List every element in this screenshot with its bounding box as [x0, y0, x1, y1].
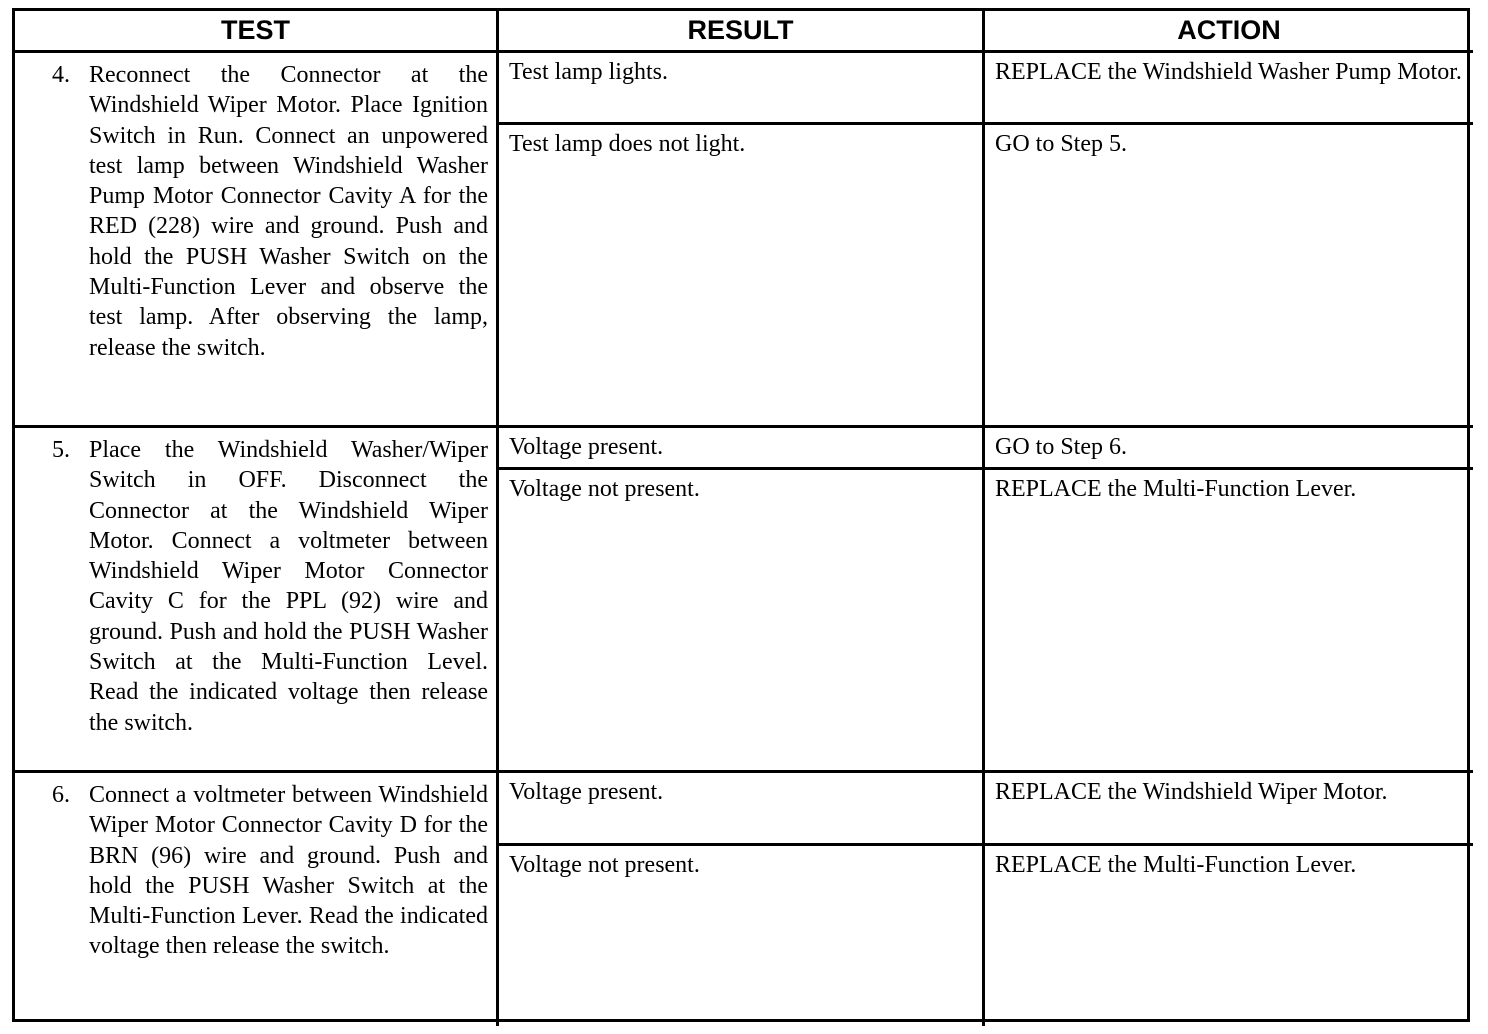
step-4-result-1: Test lamp lights. — [499, 53, 985, 125]
step-4-action-2: GO to Step 5. — [985, 125, 1473, 428]
step-5-test — [15, 428, 499, 773]
header-test: TEST — [15, 11, 499, 53]
step-4-result-2: Test lamp does not light. — [499, 125, 985, 428]
step-6-result-2: Voltage not present. — [499, 846, 985, 1026]
table-grid — [12, 8, 1470, 1022]
step-6-test — [15, 773, 499, 1026]
step-5-action-1: GO to Step 6. — [985, 428, 1473, 470]
step-5-result-2: Voltage not present. — [499, 470, 985, 773]
step-number: 5. — [52, 437, 70, 463]
test-text: Place the Windshield Washer/Wiper Switch in OFF. Disconnect the Connector at the Windshield Wiper Motor. Connect a voltmeter between Windshield Wiper Motor Connector Cavity C for the PPL (92) wire and ground. Push and hold the PUSH Washer Switch at the Multi-Function Level. Read the indicated voltage then release the switch. — [89, 437, 488, 736]
diagnostic-table — [12, 8, 1470, 1022]
header-action: ACTION — [985, 11, 1473, 53]
step-4-action-1: REPLACE the Windshield Washer Pump Motor. — [985, 53, 1473, 125]
header-result: RESULT — [499, 11, 985, 53]
step-4-test — [15, 53, 499, 428]
step-5-action-2: REPLACE the Multi-Function Lever. — [985, 470, 1473, 773]
step-6-action-2: REPLACE the Multi-Function Lever. — [995, 852, 1357, 878]
step-5-result-1: Voltage present. — [499, 428, 985, 470]
step-6-result-1: Voltage present. — [499, 773, 985, 846]
test-text: Reconnect the Connector at the Windshield Wiper Motor. Place Ignition Switch in Run. Connect an unpowered test lamp between Windshield Washer Pump Motor Connector Cavity A for the RED (228) wire and ground. Push and hold the PUSH Washer Switch on the Multi-Function Lever and observe the test lamp. After observing the lamp, release the switch. — [89, 62, 488, 361]
step-number: 6. — [52, 782, 70, 808]
test-text: Connect a voltmeter between Windshield Wiper Motor Connector Cavity D for the BRN (96) wire and ground. Push and hold the PUSH Washer Switch at the Multi-Function Lever. Read the indicated voltage then release the switch. — [89, 782, 488, 960]
step-6-action-1: REPLACE the Windshield Wiper Motor. — [985, 773, 1473, 846]
step-number: 4. — [52, 62, 70, 88]
